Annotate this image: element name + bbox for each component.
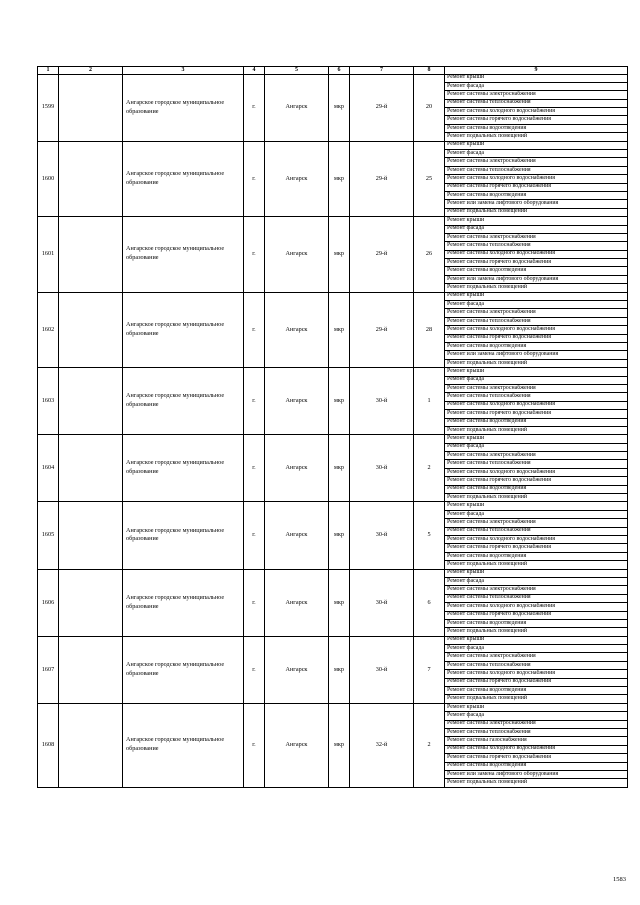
district-name: 32-й [350,703,414,787]
municipality-cell: Ангарское городское муниципальное образование [123,141,244,217]
repair-work-item: Ремонт системы водоотведения [445,762,628,770]
table-row [38,502,628,510]
record-number: 1608 [38,703,59,787]
repair-work-item: Ремонт подвальных помещений [445,284,628,292]
repair-work-item: Ремонт системы холодного водоснабжения [445,250,628,258]
house-number: 6 [414,569,445,636]
settlement-prefix: г. [244,141,265,217]
settlement-prefix: г. [244,502,265,569]
repair-work-item: Ремонт системы электроснабжения [445,586,628,594]
repair-work-item: Ремонт системы электроснабжения [445,91,628,99]
repair-work-item: Ремонт подвальных помещений [445,208,628,216]
city-name: Ангарск [265,368,329,435]
district-name: 30-й [350,569,414,636]
house-number: 26 [414,217,445,293]
municipality-cell: Ангарское городское муниципальное образование [123,569,244,636]
repair-work-item: Ремонт фасада [445,577,628,585]
record-number: 1599 [38,74,59,141]
record-number: 1603 [38,368,59,435]
repair-work-item: Ремонт системы водоотведения [445,485,628,493]
repair-work-item: Ремонт системы водоотведения [445,552,628,560]
repair-work-item: Ремонт системы горячего водоснабжения [445,678,628,686]
col-header-2: 2 [59,67,123,75]
city-name: Ангарск [265,217,329,293]
repair-work-item: Ремонт подвальных помещений [445,494,628,502]
repair-work-item: Ремонт системы водоотведения [445,191,628,199]
settlement-prefix: г. [244,435,265,502]
city-name: Ангарск [265,502,329,569]
empty-cell [59,569,123,636]
col-header-3: 3 [123,67,244,75]
col-header-9: 9 [445,67,628,75]
repair-work-item: Ремонт крыши [445,569,628,577]
repair-work-item: Ремонт системы теплоснабжения [445,527,628,535]
repair-work-item: Ремонт крыши [445,368,628,376]
city-name: Ангарск [265,636,329,703]
table-row [38,569,628,577]
repair-work-item: Ремонт системы теплоснабжения [445,728,628,736]
repair-work-item: Ремонт или замена лифтового оборудования [445,770,628,778]
district-name: 30-й [350,435,414,502]
municipality-cell: Ангарское городское муниципальное образование [123,636,244,703]
district-type: мкр [329,703,350,787]
repair-work-item: Ремонт системы холодного водоснабжения [445,535,628,543]
district-name: 30-й [350,636,414,703]
house-number: 25 [414,141,445,217]
district-name: 29-й [350,141,414,217]
repair-work-item: Ремонт системы горячего водоснабжения [445,611,628,619]
repair-work-item: Ремонт системы водоотведения [445,124,628,132]
repair-work-item: Ремонт или замена лифтового оборудования [445,275,628,283]
table-row [38,217,628,225]
repair-work-item: Ремонт фасада [445,150,628,158]
house-number: 5 [414,502,445,569]
empty-cell [59,292,123,368]
repair-work-item: Ремонт системы теплоснабжения [445,99,628,107]
district-type: мкр [329,217,350,293]
settlement-prefix: г. [244,292,265,368]
col-header-1: 1 [38,67,59,75]
repair-work-item: Ремонт системы газоснабжения [445,737,628,745]
table-row [38,292,628,300]
repair-work-item: Ремонт системы водоотведения [445,343,628,351]
col-header-8: 8 [414,67,445,75]
repair-work-item: Ремонт крыши [445,636,628,644]
city-name: Ангарск [265,141,329,217]
repair-work-item: Ремонт фасада [445,712,628,720]
table-row [38,141,628,149]
district-name: 29-й [350,292,414,368]
repair-work-item: Ремонт системы теплоснабжения [445,242,628,250]
repair-work-item: Ремонт системы холодного водоснабжения [445,670,628,678]
table-row [38,636,628,644]
repair-work-item: Ремонт фасада [445,301,628,309]
col-header-5: 5 [265,67,329,75]
repair-work-item: Ремонт или замена лифтового оборудования [445,200,628,208]
record-number: 1601 [38,217,59,293]
table-row [38,703,628,711]
repair-work-item: Ремонт системы холодного водоснабжения [445,745,628,753]
repair-program-table [37,66,628,788]
record-number: 1605 [38,502,59,569]
empty-cell [59,703,123,787]
city-name: Ангарск [265,292,329,368]
repair-work-item: Ремонт системы горячего водоснабжения [445,754,628,762]
repair-work-item: Ремонт системы водоотведения [445,687,628,695]
repair-work-item: Ремонт системы теплоснабжения [445,393,628,401]
table-body [38,74,628,787]
repair-work-item: Ремонт системы холодного водоснабжения [445,401,628,409]
record-number: 1600 [38,141,59,217]
municipality-cell: Ангарское городское муниципальное образование [123,217,244,293]
repair-work-item: Ремонт системы теплоснабжения [445,661,628,669]
repair-work-item: Ремонт системы горячего водоснабжения [445,477,628,485]
repair-work-item: Ремонт системы водоотведения [445,418,628,426]
table-row [38,368,628,376]
repair-work-item: Ремонт системы холодного водоснабжения [445,468,628,476]
house-number: 2 [414,435,445,502]
house-number: 20 [414,74,445,141]
repair-work-item: Ремонт или замена лифтового оборудования [445,351,628,359]
col-header-7: 7 [350,67,414,75]
district-type: мкр [329,74,350,141]
repair-work-item: Ремонт системы горячего водоснабжения [445,334,628,342]
repair-work-item: Ремонт системы холодного водоснабжения [445,108,628,116]
municipality-cell: Ангарское городское муниципальное образование [123,703,244,787]
settlement-prefix: г. [244,368,265,435]
repair-work-item: Ремонт подвальных помещений [445,695,628,703]
repair-work-item: Ремонт крыши [445,217,628,225]
repair-work-item: Ремонт крыши [445,292,628,300]
repair-work-item: Ремонт системы горячего водоснабжения [445,410,628,418]
empty-cell [59,636,123,703]
repair-work-item: Ремонт подвальных помещений [445,133,628,141]
repair-work-item: Ремонт системы электроснабжения [445,309,628,317]
district-type: мкр [329,292,350,368]
col-header-6: 6 [329,67,350,75]
municipality-cell: Ангарское городское муниципальное образование [123,435,244,502]
repair-work-item: Ремонт системы холодного водоснабжения [445,175,628,183]
empty-cell [59,502,123,569]
empty-cell [59,435,123,502]
repair-work-item: Ремонт крыши [445,435,628,443]
city-name: Ангарск [265,703,329,787]
table-row [38,435,628,443]
district-name: 30-й [350,368,414,435]
district-name: 30-й [350,502,414,569]
repair-work-item: Ремонт системы электроснабжения [445,233,628,241]
record-number: 1607 [38,636,59,703]
repair-work-item: Ремонт системы горячего водоснабжения [445,259,628,267]
repair-work-item: Ремонт подвальных помещений [445,359,628,367]
col-header-4: 4 [244,67,265,75]
repair-work-item: Ремонт фасада [445,82,628,90]
repair-work-item: Ремонт системы холодного водоснабжения [445,326,628,334]
repair-work-item: Ремонт системы холодного водоснабжения [445,603,628,611]
repair-work-item: Ремонт крыши [445,141,628,149]
repair-work-item: Ремонт подвальных помещений [445,561,628,569]
repair-work-item: Ремонт системы горячего водоснабжения [445,183,628,191]
repair-work-item: Ремонт системы электроснабжения [445,452,628,460]
house-number: 1 [414,368,445,435]
municipality-cell: Ангарское городское муниципальное образование [123,502,244,569]
district-type: мкр [329,435,350,502]
repair-work-item: Ремонт системы теплоснабжения [445,166,628,174]
empty-cell [59,368,123,435]
empty-cell [59,141,123,217]
repair-work-item: Ремонт фасада [445,510,628,518]
record-number: 1604 [38,435,59,502]
repair-work-item: Ремонт системы теплоснабжения [445,460,628,468]
district-type: мкр [329,141,350,217]
table-header-row [38,67,628,75]
city-name: Ангарск [265,435,329,502]
table-row [38,74,628,82]
district-type: мкр [329,569,350,636]
municipality-cell: Ангарское городское муниципальное образование [123,368,244,435]
repair-work-item: Ремонт системы электроснабжения [445,653,628,661]
repair-work-item: Ремонт системы теплоснабжения [445,594,628,602]
repair-work-item: Ремонт фасада [445,225,628,233]
settlement-prefix: г. [244,569,265,636]
repair-work-item: Ремонт системы горячего водоснабжения [445,116,628,124]
district-type: мкр [329,502,350,569]
repair-work-item: Ремонт системы теплоснабжения [445,317,628,325]
repair-work-item: Ремонт крыши [445,703,628,711]
record-number: 1606 [38,569,59,636]
repair-work-item: Ремонт фасада [445,376,628,384]
municipality-cell: Ангарское городское муниципальное образование [123,74,244,141]
district-type: мкр [329,368,350,435]
house-number: 28 [414,292,445,368]
district-name: 29-й [350,217,414,293]
municipality-cell: Ангарское городское муниципальное образование [123,292,244,368]
settlement-prefix: г. [244,74,265,141]
city-name: Ангарск [265,74,329,141]
repair-work-item: Ремонт системы электроснабжения [445,158,628,166]
house-number: 7 [414,636,445,703]
repair-work-item: Ремонт системы электроснабжения [445,519,628,527]
repair-work-item: Ремонт фасада [445,645,628,653]
page-number: 1583 [613,876,626,883]
settlement-prefix: г. [244,703,265,787]
house-number: 2 [414,703,445,787]
empty-cell [59,217,123,293]
district-name: 29-й [350,74,414,141]
empty-cell [59,74,123,141]
repair-work-item: Ремонт системы водоотведения [445,267,628,275]
repair-work-item: Ремонт подвальных помещений [445,628,628,636]
repair-work-item: Ремонт системы электроснабжения [445,384,628,392]
repair-work-item: Ремонт фасада [445,443,628,451]
repair-work-item: Ремонт подвальных помещений [445,426,628,434]
repair-work-item: Ремонт крыши [445,74,628,82]
repair-work-item: Ремонт подвальных помещений [445,779,628,787]
settlement-prefix: г. [244,217,265,293]
city-name: Ангарск [265,569,329,636]
settlement-prefix: г. [244,636,265,703]
repair-work-item: Ремонт системы водоотведения [445,619,628,627]
repair-work-item: Ремонт крыши [445,502,628,510]
repair-work-item: Ремонт системы горячего водоснабжения [445,544,628,552]
record-number: 1602 [38,292,59,368]
district-type: мкр [329,636,350,703]
repair-work-item: Ремонт системы электроснабжения [445,720,628,728]
